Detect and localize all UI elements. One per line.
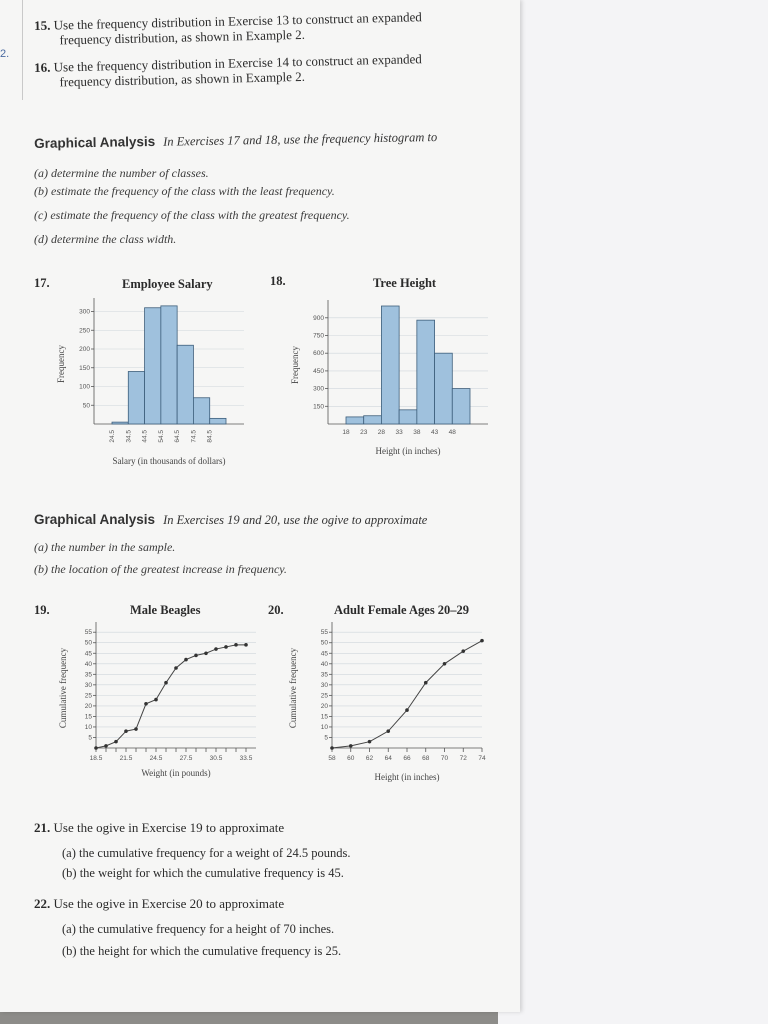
ogive-point [174, 666, 178, 670]
y-tick-label: 250 [79, 327, 90, 335]
histogram-bar [435, 353, 453, 424]
x-tick-label: 43 [430, 429, 439, 436]
histogram-bar [417, 320, 435, 424]
exercise-15-line2: frequency distribution, as shown in Example 2. [59, 26, 306, 48]
y-tick-label: 5 [88, 734, 92, 742]
ga1-item-a: (a) determine the number of classes. [34, 166, 209, 180]
x-tick-label: 72 [459, 755, 467, 762]
ogive-point [114, 740, 118, 744]
ga1-item-b: (b) estimate the frequency of the class with the least frequency. [34, 184, 335, 198]
ogive-point [349, 744, 353, 748]
x-tick-label: 64.5 [174, 430, 182, 443]
exercise-21-text: Use the ogive in Exercise 19 to approximate [53, 820, 285, 835]
exercise-22-a: (a) the cumulative frequency for a height of 70 inches. [62, 922, 335, 936]
ogive-point [480, 639, 484, 643]
histogram-bar [210, 418, 226, 424]
histogram-bar [381, 306, 399, 424]
y-axis-label: Frequency [56, 345, 66, 383]
y-tick-label: 5 [324, 734, 328, 742]
exercise-22-b: (b) the height for which the cumulative frequency is 25. [62, 944, 342, 958]
y-tick-label: 30 [320, 681, 328, 689]
x-tick-label: 70 [440, 755, 449, 762]
x-tick-label: 58 [328, 755, 336, 762]
ogive-line [96, 645, 246, 748]
y-tick-label: 300 [313, 385, 324, 393]
ogive-point [424, 681, 428, 685]
ogive-point [104, 744, 108, 748]
y-tick-label: 15 [320, 713, 328, 721]
histogram-bar [399, 410, 417, 424]
x-tick-label: 33.5 [239, 755, 253, 762]
ogive-point [194, 654, 198, 658]
y-tick-label: 30 [84, 681, 92, 689]
ogive-point [184, 658, 188, 662]
y-tick-label: 40 [84, 660, 92, 668]
histogram-bar [452, 389, 470, 424]
ogive-point [330, 746, 334, 750]
ogive-point [234, 643, 238, 647]
ga1-intro: In Exercises 17 and 18, use the frequency histogram to [163, 129, 438, 149]
figure-19-number: 19. [34, 603, 50, 617]
exercise-21 [34, 820, 284, 836]
exercise-16-number: 16. [34, 59, 51, 75]
chart-17-employee-salary [58, 298, 258, 473]
y-axis-label: Cumulative frequency [288, 647, 298, 729]
ogive-point [124, 729, 128, 733]
right-page [498, 0, 768, 1024]
histogram-bar [193, 398, 209, 424]
x-tick-label: 64 [384, 755, 392, 762]
y-tick-label: 40 [320, 660, 328, 668]
y-tick-label: 25 [320, 692, 328, 700]
ogive-point [154, 698, 158, 702]
x-tick-label: 18 [342, 429, 350, 436]
exercise-22 [34, 896, 284, 912]
x-tick-label: 24.5 [149, 755, 163, 762]
x-tick-label: 74.5 [190, 430, 198, 443]
x-tick-label: 44.5 [141, 430, 149, 443]
figure-18-number: 18. [270, 274, 286, 288]
ogive-point [405, 708, 409, 712]
ogive-point [386, 729, 390, 733]
margin-rule [22, 0, 23, 100]
ogive-point [164, 681, 168, 685]
y-tick-label: 50 [84, 639, 92, 647]
exercise-21-number: 21. [34, 820, 51, 835]
x-tick-label: 74 [478, 755, 486, 762]
y-tick-label: 45 [320, 650, 328, 658]
ga1-heading-text: Graphical Analysis [34, 133, 156, 151]
y-tick-label: 35 [320, 671, 328, 679]
exercise-16-line1: Use the frequency distribution in Exercise 14 to construct an expanded [53, 51, 422, 75]
ogive-point [244, 643, 248, 647]
histogram-bar [177, 345, 193, 424]
ogive-point [134, 727, 138, 731]
y-tick-label: 150 [313, 403, 324, 411]
y-tick-label: 200 [79, 346, 90, 353]
x-tick-label: 34.5 [125, 430, 133, 443]
x-tick-label: 68 [422, 755, 430, 762]
exercise-15-line1: Use the frequency distribution in Exercise 13 to construct an expanded [53, 9, 422, 33]
y-tick-label: 10 [320, 723, 328, 731]
x-tick-label: 24.5 [109, 430, 116, 443]
y-tick-label: 55 [320, 629, 328, 637]
x-axis-label: Salary (in thousands of dollars) [112, 456, 226, 466]
ga2-heading-text: Graphical Analysis [34, 512, 156, 527]
y-tick-label: 600 [313, 350, 324, 358]
x-axis-label: Height (in inches) [375, 446, 441, 456]
x-tick-label: 60 [347, 755, 355, 762]
histogram-bar [145, 308, 161, 424]
chart-19-title: Male Beagles [130, 603, 201, 617]
y-axis-label: Frequency [290, 346, 300, 384]
x-tick-label: 66 [403, 755, 411, 762]
ga2-item-b: (b) the location of the greatest increase in frequency. [34, 562, 287, 576]
y-tick-label: 50 [82, 402, 90, 410]
chart-18-title: Tree Height [373, 276, 437, 290]
figure-20-number: 20. [268, 603, 284, 617]
ogive-line [332, 641, 482, 748]
figure-17-number: 17. [34, 276, 50, 290]
y-tick-label: 25 [84, 692, 92, 700]
ga2-intro: In Exercises 19 and 20, use the ogive to approximate [163, 513, 428, 527]
y-tick-label: 50 [320, 639, 328, 647]
chart-19-male-beagles [58, 620, 268, 785]
chart-20-title: Adult Female Ages 20–29 [334, 603, 470, 617]
y-tick-label: 55 [84, 629, 92, 637]
y-tick-label: 150 [79, 364, 90, 372]
ogive-point [443, 662, 447, 666]
x-tick-label: 54.5 [157, 430, 165, 443]
chart-18-tree-height [292, 298, 492, 463]
histogram-bar [346, 417, 364, 424]
x-tick-label: 38 [413, 429, 421, 436]
y-tick-label: 10 [84, 723, 92, 731]
exercise-16-line2: frequency distribution, as shown in Example 2. [59, 68, 306, 90]
x-tick-label: 21.5 [119, 755, 133, 762]
graphical-analysis-2-heading [34, 512, 427, 528]
ogive-point [461, 649, 465, 653]
ogive-point [94, 746, 98, 750]
exercise-22-number: 22. [34, 896, 51, 911]
ga1-item-c: (c) estimate the frequency of the class with the greatest frequency. [34, 208, 350, 222]
x-tick-label: 18.5 [89, 755, 103, 762]
ogive-point [224, 645, 228, 649]
y-tick-label: 20 [320, 702, 328, 710]
y-tick-label: 20 [84, 702, 92, 710]
ogive-point [144, 702, 148, 706]
x-tick-label: 33 [395, 429, 403, 436]
x-tick-label: 28 [377, 429, 386, 436]
x-tick-label: 30.5 [209, 755, 223, 762]
y-tick-label: 300 [79, 308, 90, 316]
histogram-bar [112, 422, 128, 424]
y-tick-label: 100 [79, 383, 90, 391]
x-tick-label: 62 [365, 755, 374, 762]
y-tick-label: 450 [313, 367, 324, 375]
y-tick-label: 35 [84, 671, 92, 679]
x-tick-label: 84.5 [206, 430, 214, 443]
ogive-point [214, 647, 218, 651]
x-axis-label: Height (in inches) [374, 772, 440, 782]
y-tick-label: 750 [313, 332, 324, 340]
chart-20-adult-female-ages [288, 620, 498, 790]
y-tick-label: 900 [313, 314, 324, 322]
chart-17-title: Employee Salary [122, 277, 213, 291]
ga2-item-a: (a) the number in the sample. [34, 540, 176, 554]
exercise-22-text: Use the ogive in Exercise 20 to approximate [53, 896, 285, 911]
y-axis-label: Cumulative frequency [58, 647, 68, 729]
x-axis-label: Weight (in pounds) [141, 768, 211, 778]
y-tick-label: 15 [84, 713, 92, 721]
ga1-item-d: (d) determine the class width. [34, 232, 177, 246]
x-tick-label: 27.5 [179, 755, 193, 762]
histogram-bar [161, 306, 177, 424]
exercise-21-b: (b) the weight for which the cumulative frequency is 45. [62, 866, 344, 880]
histogram-bar [364, 416, 382, 424]
histogram-bar [128, 372, 144, 425]
exercise-21-a: (a) the cumulative frequency for a weight of 24.5 pounds. [62, 846, 351, 860]
x-tick-label: 48 [448, 429, 456, 436]
x-tick-label: 23 [360, 429, 368, 436]
ogive-point [368, 740, 372, 744]
exercise-15-number: 15. [34, 17, 51, 33]
y-tick-label: 45 [84, 650, 92, 658]
page-edge-mark: 2. [0, 48, 10, 60]
ogive-point [204, 651, 208, 655]
